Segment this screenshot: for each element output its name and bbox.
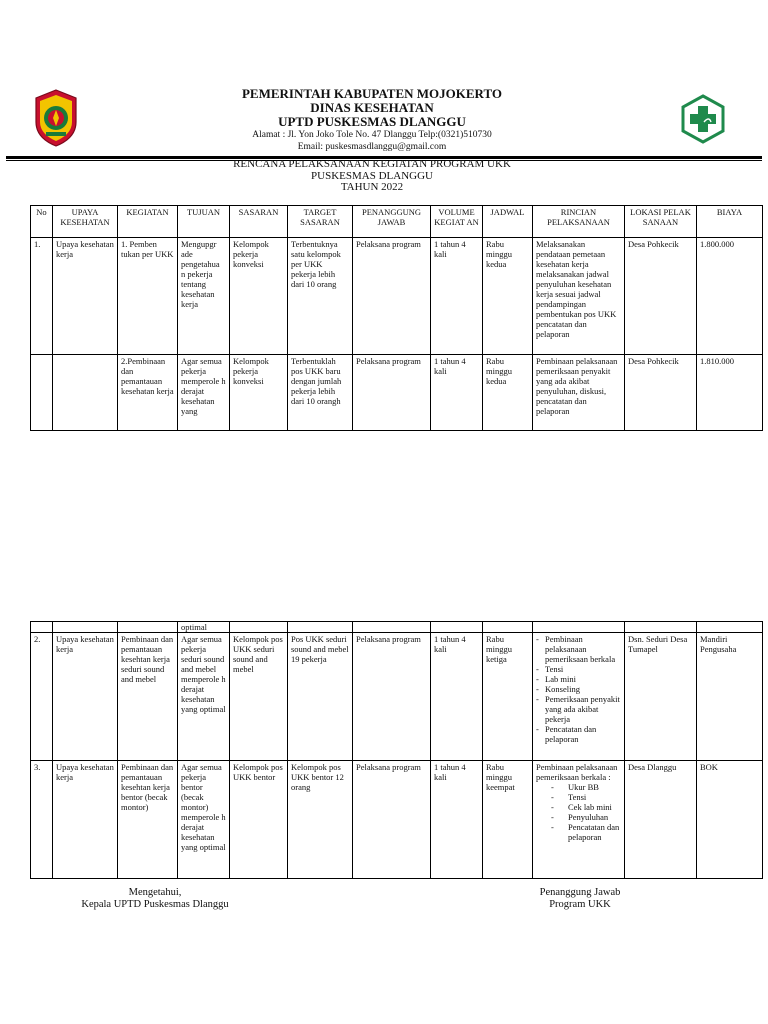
- cell-target: Kelompok pos UKK bentor 12 orang: [288, 761, 353, 879]
- cell-upaya: Upaya kesehatan kerja: [53, 761, 118, 879]
- cell-target: Pos UKK seduri sound and mebel 19 pekerja: [288, 633, 353, 761]
- header-no: No: [31, 206, 53, 238]
- cell-jadwal: Rabu minggu ketiga: [483, 633, 533, 761]
- plan-table-continued: [30, 621, 763, 879]
- cell-kegiatan: 2.Pembinaan dan pemantauan kesehatan kerja: [118, 355, 178, 431]
- signature-right-line2: Program UKK: [549, 899, 611, 910]
- cell-tujuan: Agar semua pekerja memperole h derajat kesehatan yang: [178, 355, 230, 431]
- cell-target: Terbentuknya satu kelompok per UKK pekerja lebih dari 10 orang: [288, 238, 353, 355]
- list-item: - Konseling: [536, 684, 621, 694]
- header-sasaran: SASARAN: [230, 206, 288, 238]
- rincian-intro: Pembinaan pelaksanaan pemeriksaan berkala :: [536, 762, 618, 782]
- letterhead-government: PEMERINTAH KABUPATEN MOJOKERTO: [241, 86, 503, 101]
- table-row: [31, 355, 763, 431]
- cell-sasaran: Kelompok pekerja konveksi: [230, 238, 288, 355]
- cell-lokasi: Desa Dlanggu: [625, 761, 697, 879]
- header-tujuan: TUJUAN: [178, 206, 230, 238]
- list-item: - Pencatatan dan pelaporan: [536, 724, 621, 744]
- title-line-3: TAHUN 2022: [340, 181, 404, 193]
- rincian-list: [536, 634, 621, 744]
- cell-volume: 1 tahun 4 kali: [431, 633, 483, 761]
- cell-kegiatan: Pembinaan dan pemantauan kesehtan kerja bentor (becak montor): [118, 761, 178, 879]
- cell-kegiatan: 1. Pemben tukan per UKK: [118, 238, 178, 355]
- signature-left-line2: Kepala UPTD Puskesmas Dlanggu: [81, 899, 229, 910]
- cell-target: Terbentuklah pos UKK baru dengan jumlah pekerja lebih dari 10 orangh: [288, 355, 353, 431]
- list-item: - Pembinaan pelaksanaan pemeriksaan berkala: [536, 634, 621, 664]
- cell-biaya: 1.810.000: [697, 355, 763, 431]
- cell-tujuan-cont: optimal: [178, 622, 230, 633]
- header-rincian: RINCIAN PELAKSANAAN: [533, 206, 625, 238]
- cell-empty: [53, 622, 118, 633]
- cell-upaya: [53, 355, 118, 431]
- cell-empty: [230, 622, 288, 633]
- cell-tujuan: Mengupgr ade pengetahua n pekerja tentang kesehatan kerja: [178, 238, 230, 355]
- header-biaya: BIAYA: [697, 206, 763, 238]
- list-item: - Lab mini: [536, 674, 621, 684]
- cell-lokasi: Desa Pohkecik: [625, 238, 697, 355]
- cell-rincian: [533, 633, 625, 761]
- cell-jadwal: Rabu minggu kedua: [483, 355, 533, 431]
- table-row: [31, 238, 763, 355]
- seal-mojokerto-icon: [32, 88, 80, 148]
- rincian-list: [536, 782, 621, 842]
- cell-empty: [483, 622, 533, 633]
- letterhead-unit: UPTD PUSKESMAS DLANGGU: [278, 114, 466, 129]
- cell-tujuan: Agar semua pekerja seduri sound and mebel memperole h derajat kesehatan yang optimal: [178, 633, 230, 761]
- header-jadwal: JADWAL: [483, 206, 533, 238]
- header-kegiatan: KEGIATAN: [118, 206, 178, 238]
- cell-jadwal: Rabu minggu kedua: [483, 238, 533, 355]
- cell-rincian: Melaksanakan pendataan pemetaan kesehatan kerja melaksanakan jadwal penyuluhan kesehatan kerja sesuai jadwal pendampingan pembentukan pos UKK pencatatan dan pelaporan: [533, 238, 625, 355]
- cell-sasaran: Kelompok pekerja konveksi: [230, 355, 288, 431]
- signature-left: [40, 887, 270, 911]
- cell-empty: [625, 622, 697, 633]
- cell-sasaran: Kelompok pos UKK bentor: [230, 761, 288, 879]
- cell-volume: 1 tahun 4 kali: [431, 355, 483, 431]
- cell-biaya: BOK: [697, 761, 763, 879]
- cell-tujuan: Agar semua pekerja bentor (becak montor) memperole h derajat kesehatan yang optimal: [178, 761, 230, 879]
- header-penanggung-jawab: PENANGGUNG JAWAB: [353, 206, 431, 238]
- cell-no: [31, 355, 53, 431]
- cell-no: 3.: [31, 761, 53, 879]
- letterhead: [160, 87, 584, 153]
- cell-penanggung-jawab: Pelaksana program: [353, 238, 431, 355]
- cell-empty: [288, 622, 353, 633]
- cell-empty: [697, 622, 763, 633]
- cell-rincian: [533, 761, 625, 879]
- cell-empty: [118, 622, 178, 633]
- cell-kegiatan: Pembinaan dan pemantauan kesehtan kerja seduri sound and mebel: [118, 633, 178, 761]
- letterhead-address: Alamat : Jl. Yon Joko Tole No. 47 Dlanggu Telp:(0321)510730: [252, 130, 492, 140]
- cell-penanggung-jawab: Pelaksana program: [353, 761, 431, 879]
- letterhead-department: DINAS KESEHATAN: [310, 100, 434, 115]
- list-item: - Pencatatan dan pelaporan: [536, 822, 621, 842]
- cell-no: 2.: [31, 633, 53, 761]
- document-title: [160, 159, 584, 194]
- cell-lokasi: Dsn. Seduri Desa Tumapel: [625, 633, 697, 761]
- header-lokasi: LOKASI PELAK SANAAN: [625, 206, 697, 238]
- list-item: - Pemeriksaan penyakit yang ada akibat pekerja: [536, 694, 621, 724]
- list-item: - Penyuluhan: [536, 812, 621, 822]
- cell-empty: [353, 622, 431, 633]
- cell-penanggung-jawab: Pelaksana program: [353, 355, 431, 431]
- cell-lokasi: Desa Pohkecik: [625, 355, 697, 431]
- puskesmas-cross-icon: [678, 94, 728, 144]
- letterhead-email: Email: puskesmasdlanggu@gmail.com: [297, 142, 447, 152]
- cell-upaya: Upaya kesehatan kerja: [53, 238, 118, 355]
- cell-upaya: Upaya kesehatan kerja: [53, 633, 118, 761]
- list-item: - Cek lab mini: [536, 802, 621, 812]
- table-row-continuation: [31, 622, 763, 633]
- list-item: - Tensi: [536, 792, 621, 802]
- title-line-2: PUSKESMAS DLANGGU: [311, 169, 433, 182]
- cell-sasaran: Kelompok pos UKK seduri sound and mebel: [230, 633, 288, 761]
- cell-no: 1.: [31, 238, 53, 355]
- cell-rincian: Pembinaan pelaksanaan pemeriksaan penyakit yang ada akibat penyuluhan, diskusi, pencatatan dan pelaporan: [533, 355, 625, 431]
- list-item: - Ukur BB: [536, 782, 621, 792]
- signature-right-line1: Penanggung Jawab: [539, 887, 621, 898]
- cell-empty: [533, 622, 625, 633]
- cell-empty: [431, 622, 483, 633]
- cell-jadwal: Rabu minggu keempat: [483, 761, 533, 879]
- cell-volume: 1 tahun 4 kali: [431, 238, 483, 355]
- cell-empty: [31, 622, 53, 633]
- header-volume: VOLUME KEGIAT AN: [431, 206, 483, 238]
- cell-biaya: 1.800.000: [697, 238, 763, 355]
- signature-right: [500, 887, 660, 911]
- title-line-1: RENCANA PELAKSANAAN KEGIATAN PROGRAM UKK: [233, 158, 511, 170]
- plan-table: [30, 205, 763, 431]
- table-row: [31, 761, 763, 879]
- header-upaya: UPAYA KESEHATAN: [53, 206, 118, 238]
- header-target: TARGET SASARAN: [288, 206, 353, 238]
- cell-penanggung-jawab: Pelaksana program: [353, 633, 431, 761]
- table-row: [31, 633, 763, 761]
- signature-left-line1: Mengetahui,: [128, 887, 182, 898]
- table-header-row: [31, 206, 763, 238]
- cell-biaya: Mandiri Pengusaha: [697, 633, 763, 761]
- list-item: - Tensi: [536, 664, 621, 674]
- cell-volume: 1 tahun 4 kali: [431, 761, 483, 879]
